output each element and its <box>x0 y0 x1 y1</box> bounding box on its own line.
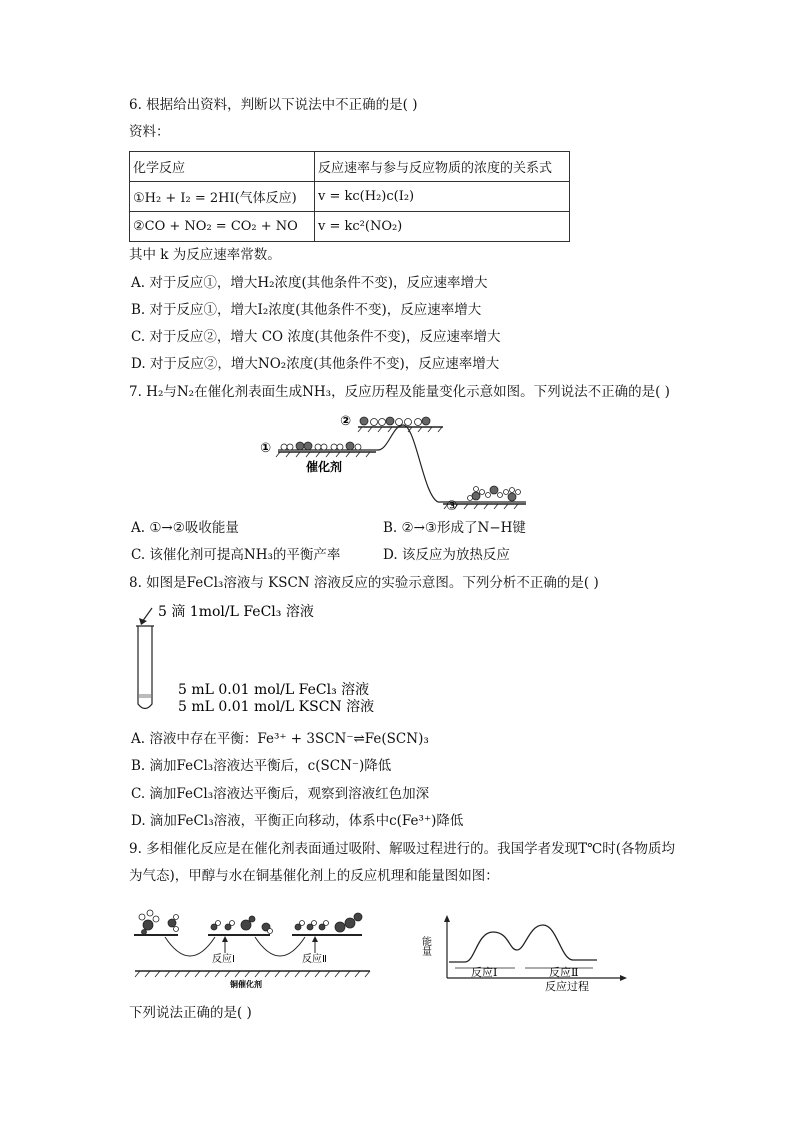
q8-option-c[interactable]: C. 滴加FeCl₃溶液达平衡后，观察到溶液红色加深 <box>131 786 430 802</box>
reaction-1-label: 反应Ⅰ <box>471 966 498 979</box>
state-3-label: ③ <box>446 499 458 514</box>
test-tube <box>138 626 152 709</box>
drop-label: 5 滴 1mol/L FeCl₃ 溶液 <box>158 604 314 620</box>
q8-option-d[interactable]: D. 滴加FeCl₃溶液，平衡正向移动，体系中c(Fe³⁺)降低 <box>131 813 464 829</box>
q6-note: 其中 k 为反应速率常数。 <box>129 247 281 263</box>
q6-material-label: 资料： <box>129 124 170 140</box>
solution-1-label: 5 mL 0.01 mol/L FeCl₃ 溶液 <box>178 682 370 698</box>
catalyst-label: 催化剂 <box>306 460 343 474</box>
q9-stem-line2: 为气态)，甲醇与水在铜基催化剂上的反应机理和能量图如图： <box>129 868 499 884</box>
state-2-label: ② <box>340 414 352 429</box>
q7-option-a[interactable]: A. ①→②吸收能量 <box>131 520 239 536</box>
q9-energy-diagram <box>419 910 635 995</box>
reaction-2-label: 反应Ⅱ <box>549 966 579 979</box>
q7-option-c[interactable]: C. 该催化剂可提高NH₃的平衡产率 <box>131 547 341 563</box>
q6-option-b[interactable]: B. 对于反应①，增大I₂浓度(其他条件不变)，反应速率增大 <box>131 302 482 318</box>
x-axis-label: 反应过程 <box>545 980 589 993</box>
copper-catalyst-label: 铜催化剂 <box>230 980 262 989</box>
q8-test-tube-figure <box>130 600 375 720</box>
table-header-cell: 化学反应 <box>130 152 315 182</box>
state-1-label: ① <box>260 441 272 456</box>
table-row <box>130 152 570 182</box>
q8-stem: 8. 如图是FeCl₃溶液与 KSCN 溶液反应的实验示意图。下列分析不正确的是( ) <box>129 575 599 591</box>
table-cell: v = kc²(NO₂) <box>315 212 570 242</box>
q7-option-d[interactable]: D. 该反应为放热反应 <box>383 547 510 563</box>
reaction-1-label: 反应Ⅰ <box>212 954 235 965</box>
reaction-2-label: 反应Ⅱ <box>302 954 327 965</box>
table-cell: v = kc(H₂)c(I₂) <box>315 182 570 212</box>
q8-option-b[interactable]: B. 滴加FeCl₃溶液达平衡后，c(SCN⁻)降低 <box>131 758 392 774</box>
table-cell: ①H₂ + I₂ = 2HI(气体反应) <box>130 182 315 212</box>
q9-mechanism-figure <box>130 905 375 990</box>
q6-option-c[interactable]: C. 对于反应②，增大 CO 浓度(其他条件不变)，反应速率增大 <box>131 329 501 345</box>
q9-stem-line1: 9. 多相催化反应是在催化剂表面通过吸附、解吸过程进行的。我国学者发现T℃时(各物质均 <box>129 841 676 857</box>
y-axis-label: 能量 <box>419 936 431 956</box>
table-header-cell: 反应速率与参与反应物质的浓度的关系式 <box>315 152 570 182</box>
energy-profile-curve <box>449 925 597 962</box>
table-row <box>130 182 570 212</box>
q6-option-d[interactable]: D. 对于反应②，增大NO₂浓度(其他条件不变)，反应速率增大 <box>131 356 500 372</box>
table-row <box>130 212 570 242</box>
q6-stem: 6. 根据给出资料，判断以下说法中不正确的是( ) <box>129 97 418 113</box>
q9-question: 下列说法正确的是( ) <box>129 1005 252 1021</box>
q7-stem: 7. H₂与N₂在催化剂表面生成NH₃，反应历程及能量变化示意如图。下列说法不正确的是( ) <box>129 384 670 400</box>
q7-energy-figure <box>258 410 538 516</box>
solution-2-label: 5 mL 0.01 mol/L KSCN 溶液 <box>178 699 375 715</box>
table-cell: ②CO + NO₂ = CO₂ + NO <box>130 212 315 242</box>
q7-option-b[interactable]: B. ②→③形成了N−H键 <box>383 520 526 536</box>
q8-option-a[interactable]: A. 溶液中存在平衡：Fe³⁺ + 3SCN⁻⇌Fe(SCN)₃ <box>131 731 429 747</box>
q6-reaction-table <box>129 151 570 242</box>
q6-option-a[interactable]: A. 对于反应①，增大H₂浓度(其他条件不变)，反应速率增大 <box>131 275 488 291</box>
